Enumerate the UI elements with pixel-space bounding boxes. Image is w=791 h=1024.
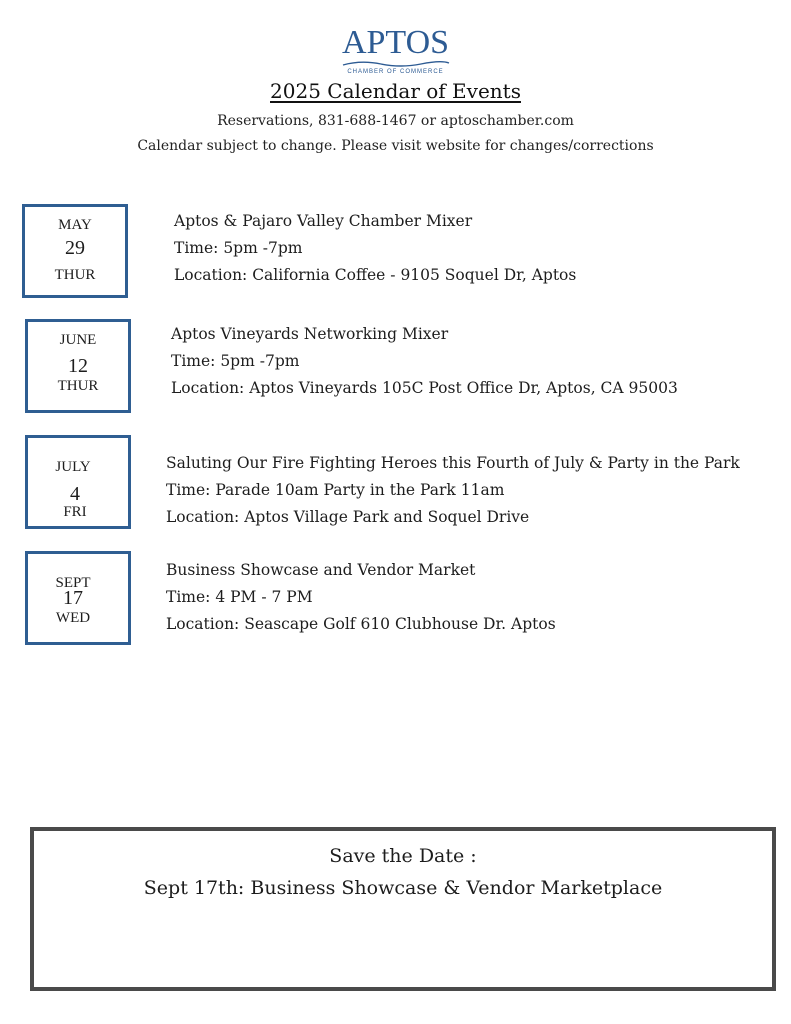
save-the-date-heading: Save the Date :: [329, 845, 477, 867]
date-day: 17: [63, 587, 83, 609]
event-time: Time: 4 PM - 7 PM: [166, 588, 313, 606]
date-box: [25, 435, 131, 529]
event-name: Aptos Vineyards Networking Mixer: [171, 325, 449, 343]
event-details: [174, 208, 576, 289]
date-day: 29: [65, 237, 85, 259]
wave-icon: [341, 60, 451, 68]
save-the-date-text: Sept 17th: Business Showcase & Vendor Marketplace: [143, 877, 663, 899]
event-time: Time: 5pm -7pm: [174, 239, 303, 257]
date-month: SEPT: [55, 575, 91, 591]
date-weekday: THUR: [57, 378, 99, 394]
event-time: Time: 5pm -7pm: [171, 352, 300, 370]
event-name: Aptos & Pajaro Valley Chamber Mixer: [174, 212, 473, 230]
date-box: [22, 204, 128, 298]
date-day: 4: [70, 483, 80, 505]
event-location: Location: Aptos Vineyards 105C Post Office Dr, Aptos, CA 95003: [171, 379, 678, 397]
date-weekday: WED: [55, 610, 91, 626]
date-box: [25, 551, 131, 645]
event-name: Saluting Our Fire Fighting Heroes this Fourth of July & Party in the Park: [166, 454, 740, 472]
event-location: Location: Aptos Village Park and Soquel Drive: [166, 508, 530, 526]
save-the-date-box: [30, 827, 776, 991]
event-details: [171, 321, 678, 402]
event-details: [166, 557, 556, 638]
date-month: MAY: [58, 217, 92, 233]
date-month: JUNE: [59, 332, 97, 348]
event-time: Time: Parade 10am Party in the Park 11am: [166, 481, 505, 499]
aptos-chamber-logo: [0, 26, 791, 76]
reservations-line: Reservations, 831-688-1467 or aptoschamber.com: [217, 113, 574, 129]
event-name: Business Showcase and Vendor Market: [166, 561, 476, 579]
event-details: [166, 450, 740, 531]
date-month: JULY: [55, 459, 91, 475]
date-box: [25, 319, 131, 413]
event-location: Location: Seascape Golf 610 Clubhouse Dr. Aptos: [166, 615, 556, 633]
date-weekday: FRI: [63, 504, 87, 520]
logo-text: APTOS: [341, 24, 450, 61]
date-weekday: THUR: [54, 267, 96, 283]
notice-line: Calendar subject to change. Please visit website for changes/corrections: [137, 138, 654, 154]
date-day: 12: [68, 355, 88, 377]
page-title: 2025 Calendar of Events: [270, 79, 521, 103]
logo-subtext: CHAMBER OF COMMERCE: [347, 69, 444, 75]
event-location: Location: California Coffee - 9105 Soquel Dr, Aptos: [174, 266, 577, 284]
